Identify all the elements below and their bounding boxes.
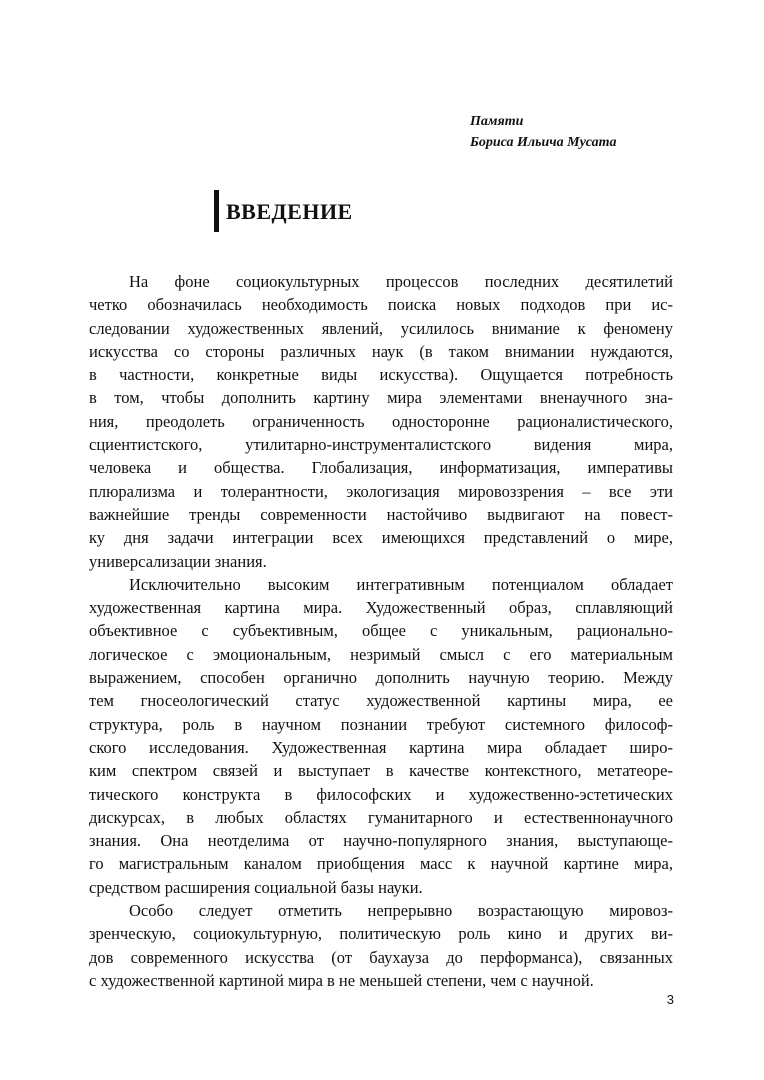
paragraph-line: объективное с субъективным, общее с уникальным, рационально-: [89, 621, 673, 641]
dedication-line-1: Памяти: [470, 114, 524, 129]
paragraph: [89, 270, 673, 573]
paragraph-line: сциентистского, утилитарно-инструменталистского видения мира,: [89, 435, 673, 455]
paragraph-line: структура, роль в научном познании требуют системного философ-: [89, 714, 673, 734]
paragraph-line: Исключительно высоким интегративным потенциалом обладает: [129, 574, 673, 594]
paragraph-line: художественная картина мира. Художественный образ, сплавляющий: [89, 598, 673, 618]
paragraph-line: тического конструкта в философских и художественно-эстетических: [89, 784, 673, 804]
chapter-heading: [214, 190, 353, 232]
paragraph-line: На фоне социокультурных процессов последних десятилетий: [129, 272, 673, 291]
chapter-title: ВВЕДЕНИЕ: [226, 199, 353, 224]
paragraph-line: четко обозначилась необходимость поиска новых подходов при ис-: [89, 295, 673, 315]
body-text: [89, 270, 673, 992]
paragraph-line: важнейшие тренды современности настойчиво выдвигают на повест-: [89, 504, 673, 524]
dedication: [470, 111, 680, 153]
paragraph-line: в частности, конкретные виды искусства). Ощущается потребность: [89, 365, 673, 385]
paragraph-line: ния, преодолеть ограниченность односторонне рационалистического,: [89, 411, 673, 431]
heading-bar: [214, 190, 219, 232]
paragraph-line: ким спектром связей и выступает в качестве контекстного, метатеоре-: [89, 761, 673, 781]
paragraph-line: выражением, способен органично дополнить научную теорию. Между: [89, 668, 673, 688]
paragraph-line: дов современного искусства (от баухауза до перформанса), связанных: [89, 947, 673, 967]
paragraph-line: ского исследования. Художественная картина мира обладает широ-: [89, 737, 673, 757]
paragraph-line: искусства со стороны различных наук (в таком внимании нуждаются,: [89, 341, 673, 361]
paragraph-line: плюрализма и толерантности, экологизация мировоззрения – все эти: [89, 481, 673, 501]
dedication-line-2: Бориса Ильича Мусата: [470, 135, 617, 150]
paragraph-line: средством расширения социальной базы науки.: [89, 877, 423, 897]
paragraph-line: в том, чтобы дополнить картину мира элементами вненаучного зна-: [89, 388, 673, 408]
paragraph-line: дискурсах, в любых областях гуманитарного и естественнонаучного: [89, 807, 673, 827]
paragraph-line: следовании художественных явлений, усилилось внимание к феномену: [89, 318, 673, 338]
paragraph: [89, 573, 673, 899]
paragraph-line: человека и общества. Глобализация, информатизация, императивы: [89, 458, 673, 478]
paragraph-line: ку дня задачи интеграции всех имеющихся представлений о мире,: [89, 528, 673, 548]
paragraph-line: логическое с эмоциональным, незримый смысл с его материальным: [89, 644, 673, 664]
paragraph-line: Особо следует отметить непрерывно возрастающую мировоз-: [129, 901, 673, 921]
paragraph-line: зренческую, социокультурную, политическую роль кино и других ви-: [89, 924, 673, 944]
paragraph-line: тем гносеологический статус художественной картины мира, ее: [89, 691, 673, 711]
paragraph-line: знания. Она неотделима от научно-популярного знания, выступающе-: [89, 831, 673, 851]
paragraph-line: с художественной картиной мира в не меньшей степени, чем с научной.: [89, 970, 594, 990]
paragraph-line: го магистральным каналом приобщения масс к научной картине мира,: [89, 854, 673, 874]
paragraph-line: универсализации знания.: [89, 551, 267, 571]
page-number: 3: [666, 992, 674, 1007]
paragraph: [89, 899, 673, 992]
